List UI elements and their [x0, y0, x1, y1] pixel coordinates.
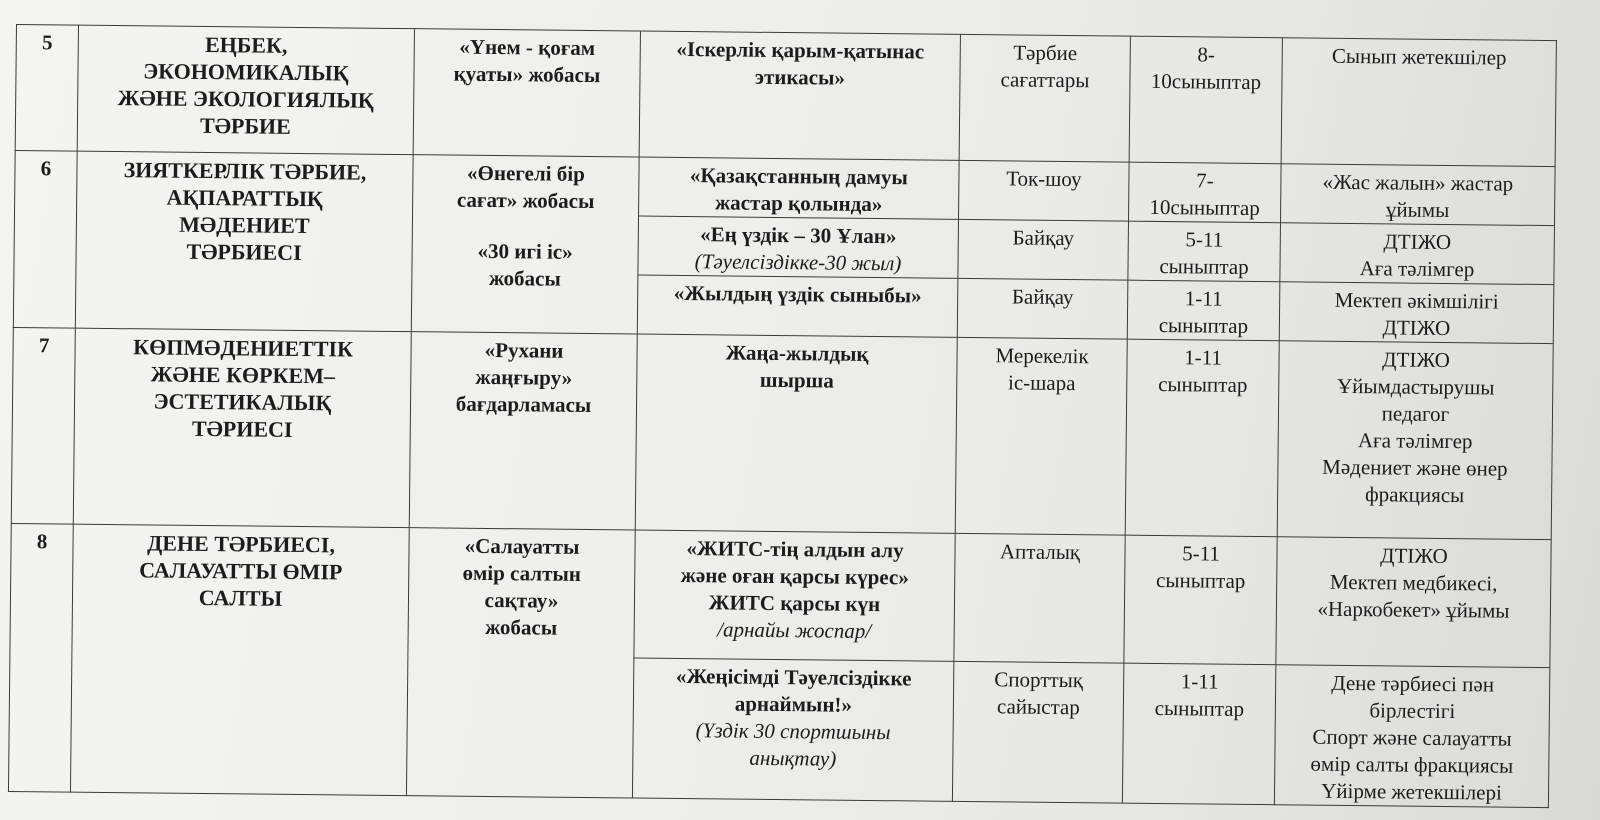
responsible-cell: Сынып жетекшілер — [1281, 38, 1556, 167]
direction-cell: КӨПМӘДЕНИЕТТІК ЖӘНЕ КӨРКЕМ– ЭСТЕТИКАЛЫҚ ТӘРИЕСІ — [73, 328, 411, 528]
table-row — [11, 327, 1553, 539]
project-cell: «Өнегелі бір сағат» жобасы «30 игі іс» жобасы — [411, 155, 639, 334]
project-cell: «Үнем - қоғам қуаты» жобасы — [413, 29, 640, 157]
project-cell: «Салауатты өмір салтын сақтау» жобасы — [406, 528, 635, 798]
direction-cell: ДЕНЕ ТӘРБИЕСІ, САЛАУАТТЫ ӨМІР САЛТЫ — [70, 524, 409, 796]
grades-cell: 1-11 сыныптар — [1122, 663, 1275, 805]
form-cell: Ток-шоу — [959, 160, 1130, 221]
grades-cell: 5-11 сыныптар — [1128, 221, 1281, 282]
event-cell: «Ең үздік – 30 Ұлан» (Тәуелсіздікке-30 жыл) — [638, 216, 959, 278]
grades-cell: 5-11 сыныптар — [1124, 535, 1277, 665]
table-row — [15, 25, 1556, 167]
event-cell: «Қазақстанның дамуы жастар қолында» — [639, 157, 960, 219]
event-cell: Жаңа-жылдық шырша — [635, 334, 957, 533]
row-number: 7 — [11, 327, 75, 524]
responsible-cell: ДТІЖО Аға тәлімгер — [1280, 223, 1555, 285]
project-cell: «Рухани жаңғыру» бағдарламасы — [409, 332, 637, 530]
grades-cell: 7- 10сыныптар — [1128, 162, 1281, 223]
form-cell: Мерекелік іс-шара — [955, 337, 1127, 535]
table-row — [10, 523, 1551, 667]
document-sheet — [8, 24, 1556, 808]
event-cell: «Жеңісімді Тәуелсіздікке арнаймын!» (Үздік 30 спортшыны анықтау) — [632, 658, 953, 801]
responsible-cell: ДТІЖО Мектеп медбикесі, «Наркобекет» ұйымы — [1276, 537, 1551, 668]
event-subtitle: /арнайы жоспар/ — [717, 617, 872, 643]
direction-cell: ЕҢБЕК, ЭКОНОМИКАЛЫҚ ЖӘНЕ ЭКОЛОГИЯЛЫҚ ТӘРБИЕ — [77, 25, 414, 155]
responsible-cell: «Жас жалын» жастар ұйымы — [1280, 164, 1555, 226]
grades-cell: 8- 10сыныптар — [1129, 36, 1282, 164]
row-number: 5 — [15, 25, 78, 152]
row-number: 6 — [13, 150, 77, 328]
direction-cell: ЗИЯТКЕРЛІК ТӘРБИЕ, АҚПАРАТТЫҚ МӘДЕНИЕТ ТӘРБИЕСІ — [75, 151, 413, 332]
grades-cell: 1-11 сыныптар — [1125, 339, 1279, 537]
responsible-cell: ДТІЖО Ұйымдастырушы педагог Аға тәлімгер Мәдениет және өнер фракциясы — [1277, 341, 1553, 540]
form-cell: Байқау — [958, 219, 1129, 280]
form-cell: Апталық — [954, 533, 1125, 663]
event-cell: «ЖИТС-тің алдын алу және оған қарсы күрес» ЖИТС қарсы күн /арнайы жоспар/ — [634, 530, 955, 661]
form-cell: Спорттық сайыстар — [952, 661, 1123, 803]
event-subtitle: (Тәуелсіздікке-30 жыл) — [694, 249, 902, 276]
row-number: 8 — [8, 523, 73, 792]
event-cell: «Жылдың үздік сыныбы» — [637, 275, 958, 337]
event-cell: «Іскерлік қарым-қатынас этикасы» — [639, 31, 960, 160]
responsible-cell: Мектеп әкімшілігі ДТІЖО — [1279, 282, 1554, 344]
grades-cell: 1-11 сыныптар — [1127, 280, 1280, 341]
plan-table — [8, 24, 1557, 808]
plan-table-body — [8, 25, 1556, 808]
event-subtitle: анықтау) — [749, 745, 837, 771]
form-cell: Тәрбие сағаттары — [959, 34, 1130, 162]
event-subtitle: (Үздік 30 спортшыны — [695, 718, 891, 745]
responsible-cell: Дене тәрбиесі пән бірлестігі Спорт және салауатты өмір салты фракциясы Үйірме жетекшілері — [1274, 665, 1549, 808]
form-cell: Байқау — [957, 278, 1128, 339]
